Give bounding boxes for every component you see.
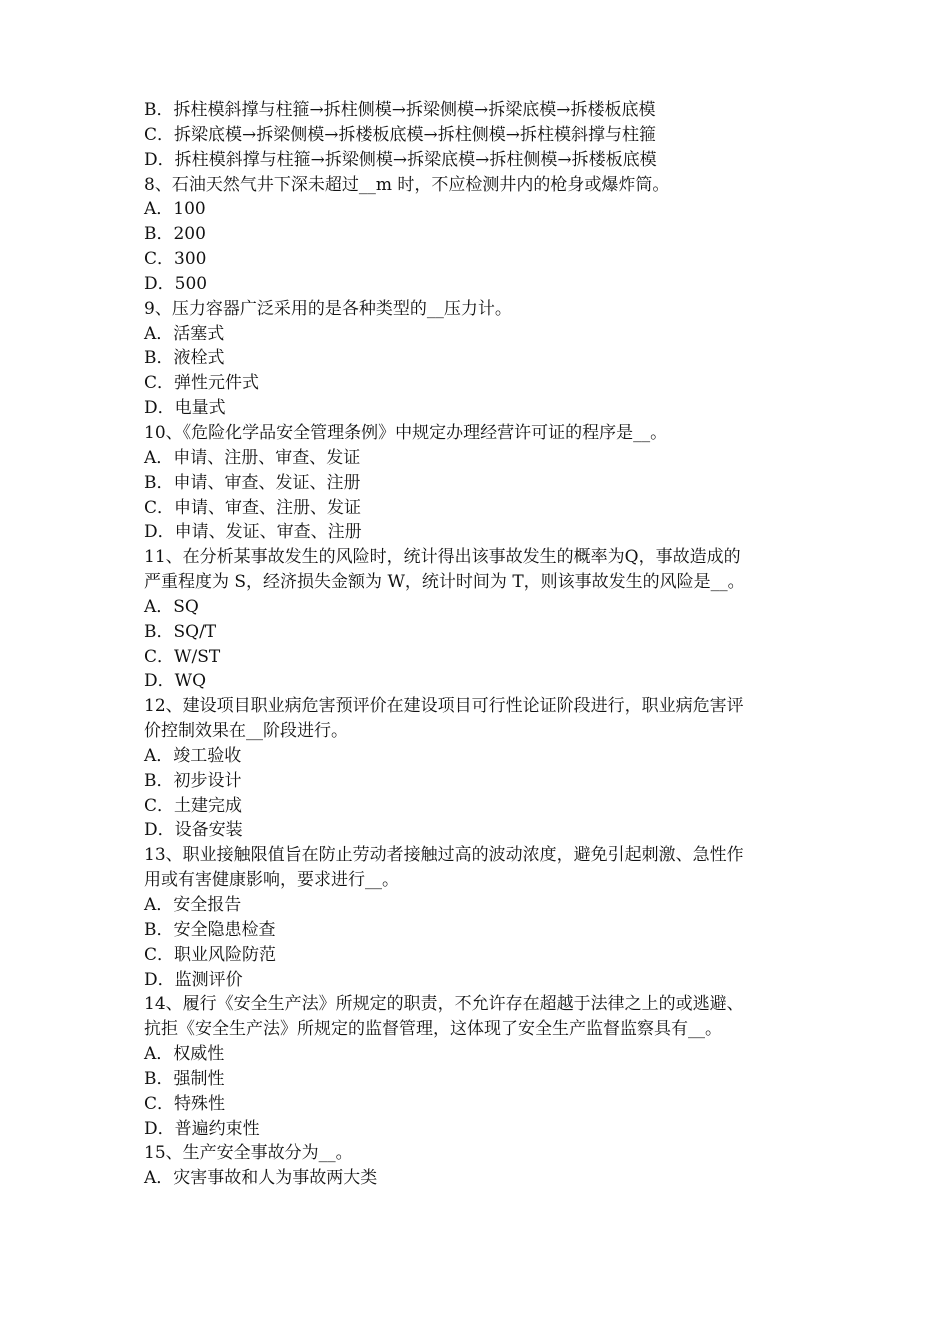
question-line: 11、在分析某事故发生的风险时，统计得出该事故发生的概率为Q，事故造成的 <box>144 547 741 568</box>
option-line: D．监测评价 <box>144 969 243 990</box>
option-line: A．申请、注册、审查、发证 <box>144 447 361 468</box>
question-line: 价控制效果在__阶段进行。 <box>144 721 348 742</box>
option-line: B．安全隐患检查 <box>144 919 276 940</box>
question-line: 14、履行《安全生产法》所规定的职责，不允许存在超越于法律之上的或逃避、 <box>144 994 744 1015</box>
option-line: A．活塞式 <box>144 323 225 344</box>
question-line: 12、建设项目职业病危害预评价在建设项目可行性论证阶段进行，职业病危害评 <box>144 696 744 717</box>
question-line: 严重程度为 S，经济损失金额为 W，统计时间为 T，则该事故发生的风险是__。 <box>144 572 745 593</box>
question-line: 13、职业接触限值旨在防止劳动者接触过高的波动浓度，避免引起刺激、急性作 <box>144 845 744 866</box>
option-line: C．W/ST <box>144 646 221 667</box>
option-line: C．职业风险防范 <box>144 944 277 965</box>
option-line: D．设备安装 <box>144 820 243 841</box>
option-line: D．申请、发证、审查、注册 <box>144 522 362 543</box>
option-line: D．拆柱模斜撑与柱箍→拆梁侧模→拆梁底模→拆柱侧模→拆楼板底模 <box>144 149 657 170</box>
option-line: D．电量式 <box>144 398 226 419</box>
option-line: B．200 <box>144 224 206 245</box>
question-line: 用或有害健康影响，要求进行__。 <box>144 870 399 891</box>
option-line: A．竣工验收 <box>144 745 242 766</box>
option-line: C．弹性元件式 <box>144 373 260 394</box>
option-line: B．液栓式 <box>144 348 225 369</box>
option-line: A．SQ <box>144 596 199 617</box>
question-line: 9、压力容器广泛采用的是各种类型的__压力计。 <box>144 298 512 319</box>
option-line: C．300 <box>144 249 207 270</box>
option-line: B．SQ/T <box>144 621 217 642</box>
option-line: B．拆柱模斜撑与柱箍→拆柱侧模→拆梁侧模→拆梁底模→拆楼板底模 <box>144 100 656 120</box>
option-line: A．安全报告 <box>144 895 242 915</box>
option-line: A．100 <box>144 199 206 220</box>
question-line: 15、生产安全事故分为__。 <box>144 1143 353 1164</box>
option-line: A．灾害事故和人为事故两大类 <box>144 1168 378 1189</box>
question-line: 8、石油天然气井下深未超过__m 时，不应检测井内的枪身或爆炸筒。 <box>144 174 670 195</box>
option-line: B．申请、审查、发证、注册 <box>144 472 361 493</box>
question-line: 抗拒《安全生产法》所规定的监督管理，这体现了安全生产监督监察具有__。 <box>144 1019 722 1040</box>
option-line: C．土建完成 <box>144 795 243 816</box>
option-line: C．特殊性 <box>144 1093 226 1114</box>
option-line: D．WQ <box>144 671 207 692</box>
option-line: C．拆梁底模→拆梁侧模→拆楼板底模→拆柱侧模→拆柱模斜撑与柱箍 <box>144 124 656 145</box>
option-line: B．强制性 <box>144 1068 225 1089</box>
option-line: D．普遍约束性 <box>144 1118 260 1139</box>
option-line: B．初步设计 <box>144 770 242 791</box>
document-body <box>144 98 824 1191</box>
option-line: A．权威性 <box>144 1044 225 1065</box>
option-line: D．500 <box>144 273 208 294</box>
option-line: C．申请、审查、注册、发证 <box>144 497 362 518</box>
question-line: 10、《危险化学品安全管理条例》中规定办理经营许可证的程序是__。 <box>144 422 668 443</box>
